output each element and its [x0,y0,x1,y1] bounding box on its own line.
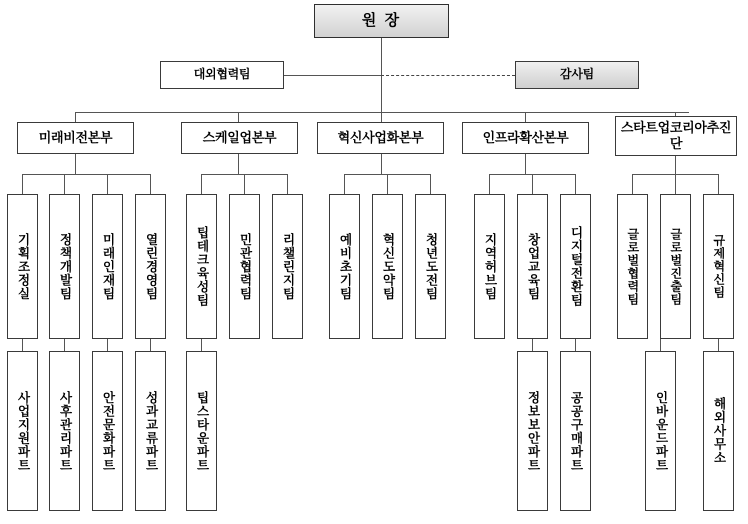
node-div1-part-1[interactable]: 사업지원파트 [7,351,38,511]
node-div3-team-3[interactable]: 청년도전팀 [415,194,446,339]
node-div2-team-2[interactable]: 민관협력팀 [229,194,260,339]
connector-division-drop-4 [525,112,526,122]
connector-div5-part-link-2 [718,339,719,351]
connector-div1-part-link-4 [150,339,151,351]
connector-div5-part-link-1 [660,339,661,351]
connector-div1-team-drop-1 [22,174,23,194]
node-external-cooperation-team[interactable]: 대외협력팀 [160,61,284,89]
connector-div3-team-drop-1 [344,174,345,194]
node-division-4[interactable]: 인프라확산본부 [462,122,589,154]
connector-div4-team-drop-1 [489,174,490,194]
connector-div1-team-drop-3 [107,174,108,194]
connector-div1-spine [75,154,76,174]
node-div4-part-1[interactable]: 정보보안파트 [517,351,548,511]
node-div1-team-3[interactable]: 미래인재팀 [92,194,123,339]
node-div1-part-4[interactable]: 성과교류파트 [135,351,166,511]
node-div5-part-1[interactable]: 인바운드파트 [645,351,676,511]
node-div2-team-1[interactable]: 팁테크육성팀 [186,194,217,339]
node-division-5[interactable]: 스타트업코리아추진단 [615,116,737,156]
connector-div1-part-link-3 [107,339,108,351]
connector-div4-team-drop-2 [532,174,533,194]
node-division-2[interactable]: 스케일업본부 [181,122,298,154]
connector-div2-spine [238,154,239,174]
connector-division-bus [75,112,689,113]
node-div4-part-2[interactable]: 공공구매파트 [560,351,591,511]
connector-div3-team-drop-2 [387,174,388,194]
node-div4-team-3[interactable]: 디지털전환팀 [560,194,591,339]
node-division-1[interactable]: 미래비전본부 [17,122,134,154]
node-div2-part-1[interactable]: 팁스타운파트 [186,351,217,511]
connector-staff-left [284,75,382,76]
connector-div4-spine [525,154,526,174]
connector-div5-team-drop-1 [632,174,633,194]
connector-div2-team-drop-2 [244,174,245,194]
node-div5-team-2[interactable]: 글로벌진출팀 [660,194,691,339]
connector-div1-part-link-1 [22,339,23,351]
connector-div1-team-bus [22,174,150,175]
node-div4-team-1[interactable]: 지역허브팀 [474,194,505,339]
node-div1-team-2[interactable]: 정책개발팀 [49,194,80,339]
connector-division-drop-2 [238,112,239,122]
node-div1-part-3[interactable]: 안전문화파트 [92,351,123,511]
connector-div3-spine [381,154,382,174]
node-div1-team-1[interactable]: 기획조정실 [7,194,38,339]
connector-staff-right-dashed [381,75,515,76]
connector-div5-spine [675,156,676,174]
connector-div3-team-drop-3 [430,174,431,194]
connector-div5-team-drop-3 [718,174,719,194]
connector-div4-team-drop-3 [575,174,576,194]
connector-div1-team-drop-4 [150,174,151,194]
connector-division-drop-1 [75,112,76,122]
node-div5-part-2[interactable]: 해외사무소 [703,351,734,511]
connector-div1-team-drop-2 [64,174,65,194]
node-division-3[interactable]: 혁신사업화본부 [317,122,444,154]
node-div5-team-1[interactable]: 글로벌협력팀 [617,194,648,339]
connector-div2-part-link [201,339,202,351]
node-div4-team-2[interactable]: 창업교육팀 [517,194,548,339]
node-div1-part-2[interactable]: 사후관리파트 [49,351,80,511]
node-audit-team[interactable]: 감사팀 [515,61,639,89]
node-director[interactable]: 원 장 [314,4,449,38]
connector-div1-part-link-2 [64,339,65,351]
node-div3-team-2[interactable]: 혁신도약팀 [372,194,403,339]
connector-div2-team-drop-3 [287,174,288,194]
node-div1-team-4[interactable]: 열린경영팀 [135,194,166,339]
node-div2-team-3[interactable]: 리챌린지팀 [272,194,303,339]
connector-div5-team-drop-2 [675,174,676,194]
connector-div2-team-drop-1 [201,174,202,194]
connector-div4-part-link-2 [575,339,576,351]
node-div5-team-3[interactable]: 규제혁신팀 [703,194,734,339]
connector-div4-part-link-1 [532,339,533,351]
node-div3-team-1[interactable]: 예비초기팀 [329,194,360,339]
connector-division-drop-3 [381,112,382,122]
